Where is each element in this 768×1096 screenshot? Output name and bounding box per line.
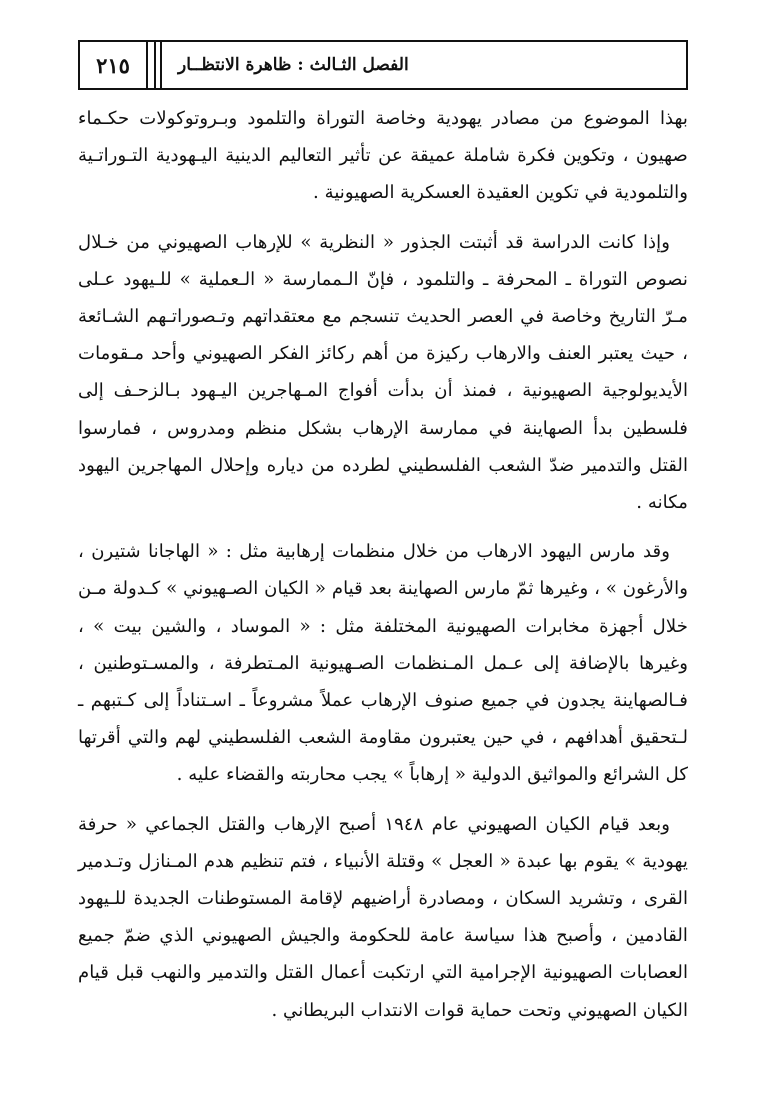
paragraph: وإذا كانت الدراسة قد أثبتت الجذور « النظرية » للإرهاب الصهيوني من خـلال نصوص التوراة ـ المحرفة ـ والتلمود ، فإنّ الـممارسة « الـعملية » للـيهود عـلى مـرّ التاريخ وخاصة في العصر الحديث تنسجم مع معتقداتهم وتـصوراتـهم الشـائعة ، حيث يعتبر العنف والارهاب ركيزة من أهم ركائز الفكر الصهيوني وأحد مـقومات الأيديولوجية الصهيونية ، فمنذ أن بدأت أفواج المـهاجرين اليـهود بـالزحـف إلى فلسطين بدأ الصهاينة في ممارسة الإرهاب بشكل منظم ومدروس ، فمارسوا القتل والتدمير ضدّ الشعب الفلسطيني لطرده من دياره وإحلال المهاجرين اليهود مكانه . [78, 231, 688, 514]
header-divider [160, 40, 162, 90]
page-number: ٢١٥ [78, 40, 148, 90]
page-header [78, 40, 688, 90]
paragraph: وبعد قيام الكيان الصهيوني عام ١٩٤٨ أصبح الإرهاب والقتل الجماعي « حرفة يهودية » يقوم بها عبدة « العجل » وقتلة الأنبياء ، فتم تنظيم هدم المـنازل وتـدمير القرى ، وتشريد السكان ، ومصادرة أراضيهم لإقامة المستوطنات الجديدة للـيهود القادمين ، وأصبح هذا سياسة عامة للحكومة والجيش الصهيوني الذي ضمّ جميع العصابات الصهيونية الإجرامية التي ارتكبت أعمال القتل والتدمير والنهب قبل قيام الكيان الصهيوني وتحت حماية قوات الانتداب البريطاني . [78, 813, 688, 1021]
paragraph: بهذا الموضوع من مصادر يهودية وخاصة التوراة والتلمود وبـروتوكولات حكـماء صهيون ، وتكوين فكرة شاملة عميقة عن تأثير التعاليم الدينية اليـهودية التـوراتـية والتلمودية في تكوين العقيدة العسكرية الصهيونية . [78, 108, 688, 204]
paragraph: وقد مارس اليهود الارهاب من خلال منظمات إرهابية مثل : « الهاجانا شتيرن ، والأرغون » ، وغيرها ثمّ مارس الصهاينة بعد قيام « الكيان الصـهيوني » كـدولة مـن خلال أجهزة مخابرات الصهيونية المختلفة مثل : « الموساد ، والشين بيت » ، وغيرها بالإضافة إلى عـمل المـنظمات الصـهيونية المـتطرفة ، والمسـتوطنين ، فـالصهاينة يجدون في جميع صنوف الإرهاب عملاً مشروعاً ـ اسـتناداً إلى كـتبهم ـ لـتحقيق أهدافهم ، في حين يعتبرون مقاومة الشعب الفلسطيني لهم والتي أقرتها كل الشرائع والمواثيق الدولية « إرهاباً » يجب محاربته والقضاء عليه . [78, 541, 688, 786]
header-divider [154, 40, 156, 90]
chapter-title: الفصل الثـالث : ظاهرة الانتظــار [178, 55, 409, 75]
page-body [78, 100, 688, 1029]
